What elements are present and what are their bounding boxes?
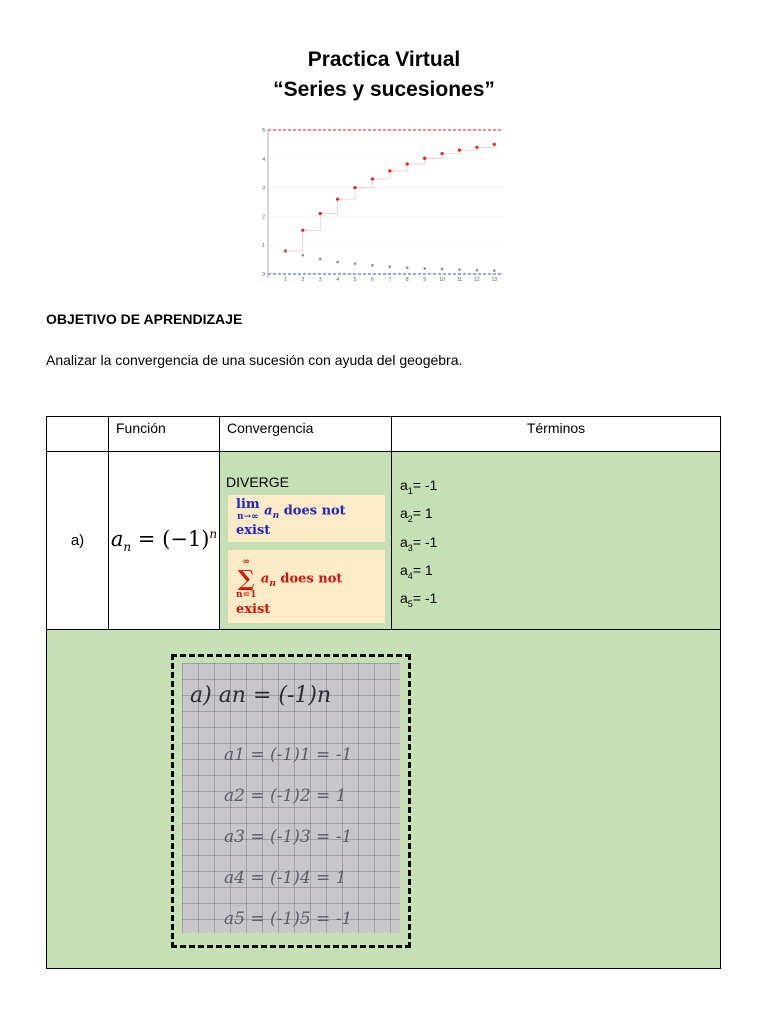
photo-cell xyxy=(47,630,721,969)
data-point xyxy=(458,149,461,152)
data-point xyxy=(284,249,287,252)
convergence-cell xyxy=(220,452,392,630)
data-point xyxy=(336,261,339,264)
handwritten-line: a1 = (-1)1 = -1 xyxy=(224,745,353,765)
term-item: $a_2= 1$ xyxy=(400,505,433,525)
header-cell-terminos: Términos xyxy=(392,417,721,452)
data-point xyxy=(302,254,305,257)
data-point xyxy=(301,229,304,232)
data-point xyxy=(493,143,496,146)
data-point xyxy=(354,262,357,265)
step-line xyxy=(320,199,337,213)
handwritten-line: a3 = (-1)3 = -1 xyxy=(224,827,353,847)
x-tick-label: 9 xyxy=(423,277,427,283)
data-point xyxy=(493,269,496,272)
sequence-chart xyxy=(258,122,508,287)
handwritten-line: a2 = (-1)2 = 1 xyxy=(224,786,347,806)
header-cell-funcion: Función xyxy=(109,417,220,452)
handwritten-notes-photo xyxy=(182,663,400,933)
x-tick-label: 2 xyxy=(301,277,305,283)
data-point xyxy=(440,152,443,155)
term-item: $a_4= 1$ xyxy=(400,561,433,581)
term-item: $a_5= -1$ xyxy=(400,590,438,609)
data-point xyxy=(458,268,461,271)
data-point xyxy=(406,266,409,269)
doc-subtitle: “Series y sucesiones” xyxy=(273,78,495,101)
x-tick-label: 6 xyxy=(371,277,374,283)
step-line xyxy=(477,144,494,147)
handwritten-line: a4 = (-1)4 = 1 xyxy=(224,868,347,888)
limit-badge: lim n→∞ $a_n$ does not exist xyxy=(228,495,385,542)
handwritten-line: a5 = (-1)5 = -1 xyxy=(224,909,353,929)
photo-frame xyxy=(171,654,411,948)
data-point xyxy=(475,146,478,149)
step-line xyxy=(338,188,355,200)
data-point xyxy=(371,177,374,180)
step-line xyxy=(355,179,372,188)
data-point xyxy=(406,162,409,165)
step-line xyxy=(390,164,407,171)
function-formula: $a_n = (-1)^n$ xyxy=(109,452,220,630)
step-line xyxy=(442,150,459,153)
x-tick-label: 12 xyxy=(474,277,480,283)
data-point xyxy=(353,186,356,189)
x-tick-label: 8 xyxy=(405,277,409,283)
data-point xyxy=(423,267,426,270)
header-cell-empty xyxy=(47,417,109,452)
series-badge: ∞ ∑ n=1 $a_n$ does not exist xyxy=(228,550,385,623)
table-row xyxy=(47,452,721,630)
header-cell-convergencia: Convergencia xyxy=(220,417,392,452)
data-point xyxy=(371,264,374,267)
x-tick-label: 13 xyxy=(491,277,498,283)
data-point xyxy=(389,266,392,269)
step-line xyxy=(372,171,389,179)
objective-heading: OBJETIVO DE APRENDIZAJE xyxy=(46,311,243,327)
photo-row xyxy=(47,630,721,969)
term-item: $a_1= -1$ xyxy=(400,477,438,496)
y-tick-label: 5 xyxy=(262,128,265,134)
exercise-table xyxy=(46,416,721,969)
x-tick-label: 5 xyxy=(353,277,357,283)
x-tick-label: 7 xyxy=(388,277,392,283)
doc-title: Practica Virtual xyxy=(307,48,461,71)
objective-text: Analizar la convergencia de una sucesión con ayuda del geogebra. xyxy=(46,352,463,368)
x-tick-label: 1 xyxy=(284,277,287,283)
data-point xyxy=(319,212,322,215)
y-tick-label: 0 xyxy=(262,272,265,278)
x-tick-label: 4 xyxy=(336,277,340,283)
handwritten-title: a) an = (-1)n xyxy=(190,683,332,708)
data-point xyxy=(336,198,339,201)
row-label: a) xyxy=(47,452,109,630)
data-point xyxy=(423,157,426,160)
diverge-status: DIVERGE xyxy=(226,474,290,490)
step-line xyxy=(285,230,302,251)
data-point xyxy=(476,269,479,272)
data-point xyxy=(319,258,322,261)
y-tick-label: 2 xyxy=(262,214,265,221)
step-line xyxy=(459,147,476,150)
y-tick-label: 4 xyxy=(262,156,265,163)
table-header-row xyxy=(47,417,721,452)
y-tick-label: 1 xyxy=(262,243,265,250)
term-item: $a_3= -1$ xyxy=(400,533,438,553)
terms-cell xyxy=(392,452,721,630)
data-point xyxy=(441,268,444,271)
step-line xyxy=(425,154,442,159)
x-tick-label: 10 xyxy=(439,277,445,283)
x-tick-label: 11 xyxy=(456,277,463,283)
y-tick-label: 3 xyxy=(262,185,265,192)
data-point xyxy=(388,169,391,172)
step-line xyxy=(303,214,320,231)
x-tick-label: 3 xyxy=(318,277,322,283)
